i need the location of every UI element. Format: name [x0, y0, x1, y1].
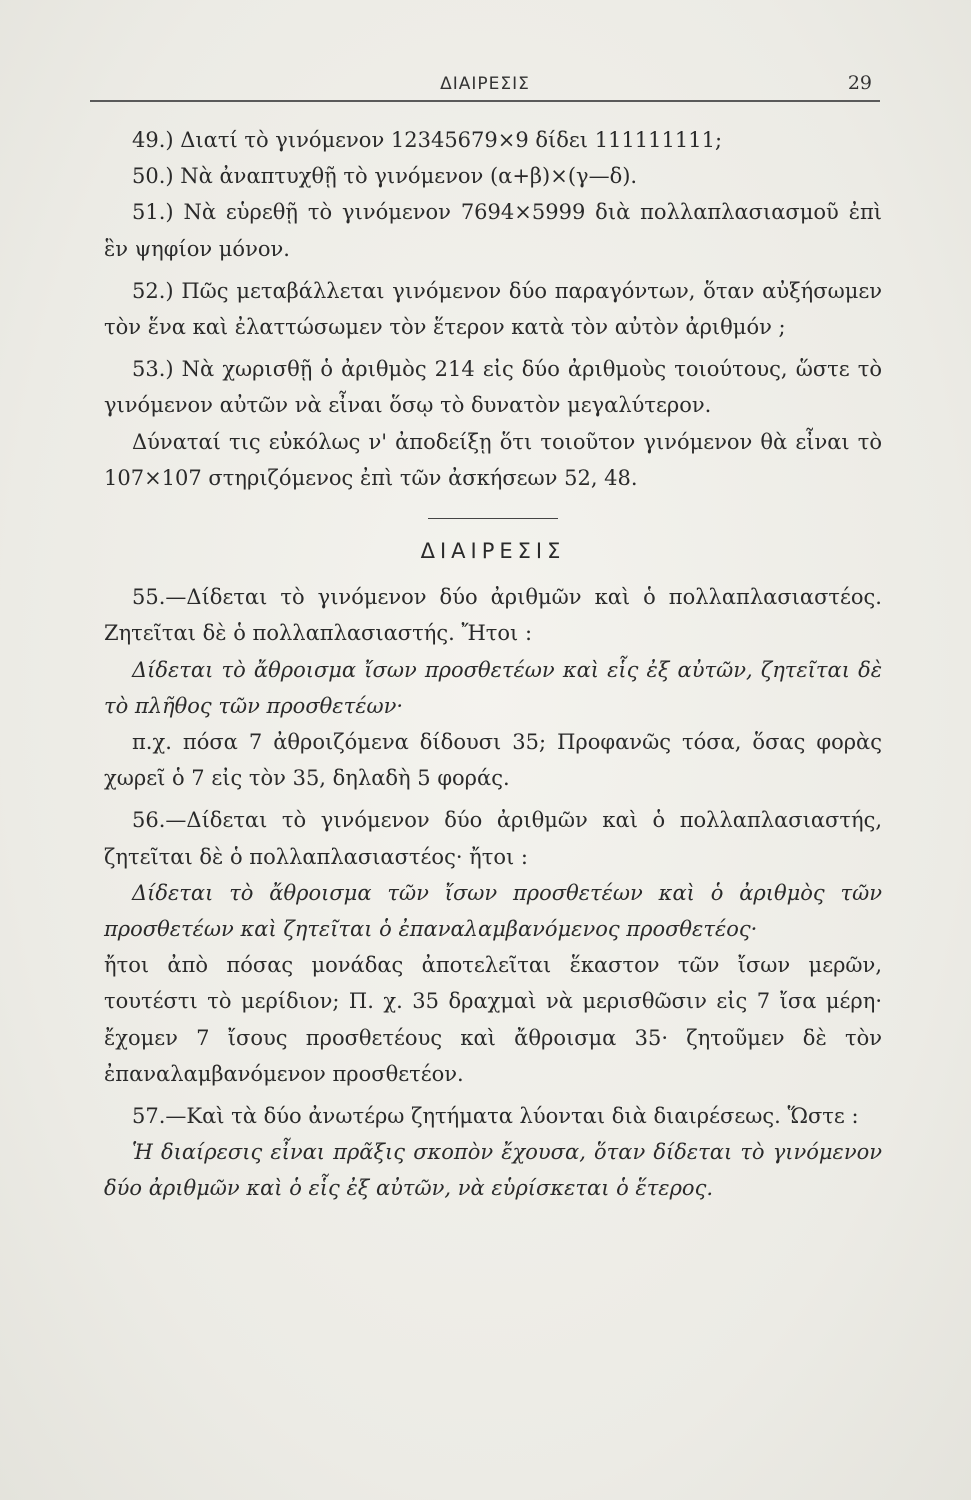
paragraph-55-example: π.χ. πόσα 7 ἀθροιζόμενα δίδουσι 35; Προφανῶς τόσα, ὅσας φορὰς χωρεῖ ὁ 7 εἰς τὸν 35, δηλαδὴ 5 φοράς.: [104, 730, 882, 791]
exercise-52: 52.) Πῶς μεταβάλλεται γινόμενον δύο παραγόντων, ὅταν αὐξήσωμεν τὸν ἕνα καὶ ἐλαττώσωμεν τὸν ἕτερον κατὰ τὸν αὐτὸν ἀριθμόν ;: [104, 278, 882, 340]
exercise-51: 51.) Νὰ εὑρεθῇ τὸ γινόμενον 7694×5999 διὰ πολλαπλασιασμοῦ ἐπὶ ἓν ψηφίον μόνον.: [104, 200, 882, 261]
running-title: ΔΙΑΙΡΕΣΙΣ: [440, 74, 530, 94]
paragraph-56: 56.—Δίδεται τὸ γινόμενον δύο ἀριθμῶν καὶ ὁ πολλαπλασιαστής, ζητεῖται δὲ ὁ πολλαπλασιαστέος· ἤτοι :: [104, 808, 882, 869]
paragraph-57: 57.—Καὶ τὰ δύο ἀνωτέρω ζητήματα λύονται διὰ διαιρέσεως. Ὥστε :: [132, 1104, 859, 1129]
section-divider: [428, 518, 558, 519]
page-header: [90, 66, 880, 102]
division-definition: Ἡ διαίρεσις εἶναι πρᾶξις σκοπὸν ἔχουσα, ὅταν δίδεται τὸ γινόμενον δύο ἀριθμῶν καὶ ὁ εἷς ἐξ αὐτῶν, νὰ εὑρίσκεται ὁ ἕτερος.: [104, 1140, 882, 1201]
page-body: [104, 122, 882, 1207]
page-number: 29: [847, 72, 872, 94]
exercise-53: 53.) Νὰ χωρισθῇ ὁ ἀριθμὸς 214 εἰς δύο ἀριθμοὺς τοιούτους, ὥστε τὸ γινόμενον αὐτῶν νὰ εἶναι ὅσῳ τὸ δυνατὸν μεγαλύτερον.: [104, 357, 882, 418]
exercise-53-note: Δύναταί τις εὐκόλως ν' ἀποδείξῃ ὅτι τοιοῦτον γινόμενον θὰ εἶναι τὸ 107×107 στηριζόμενος ἐπὶ τῶν ἀσκήσεων 52, 48.: [104, 429, 882, 490]
paragraph-55-definition: Δίδεται τὸ ἄθροισμα ἴσων προσθετέων καὶ εἷς ἐξ αὐτῶν, ζητεῖται δὲ τὸ πλῆθος τῶν προσθετέων·: [104, 657, 882, 718]
exercise-50: 50.) Νὰ ἀναπτυχθῇ τὸ γινόμενον (α+β)×(γ—δ).: [132, 164, 638, 189]
paragraph-56-definition: Δίδεται τὸ ἄθροισμα τῶν ἴσων προσθετέων καὶ ὁ ἀριθμὸς τῶν προσθετέων καὶ ζητεῖται ὁ ἐπαναλαμβανόμενος προσθετέος·: [104, 880, 882, 942]
paragraph-55: 55.—Δίδεται τὸ γινόμενον δύο ἀριθμῶν καὶ ὁ πολλαπλασιαστέος. Ζητεῖται δὲ ὁ πολλαπλασιαστής. Ἤτοι :: [104, 585, 882, 646]
exercise-49: 49.) Διατί τὸ γινόμενον 12345679×9 δίδει 111111111;: [132, 128, 723, 152]
paragraph-56-continuation: ἤτοι ἀπὸ πόσας μονάδας ἀποτελεῖται ἕκαστον τῶν ἴσων μερῶν, τουτέστι τὸ μερίδιον; Π. χ. 35 δραχμαὶ νὰ μερισθῶσιν εἰς 7 ἴσα μέρη· ἔχομεν 7 ἴσους προσθετέους καὶ ἄθροισμα 35· ζητοῦμεν δὲ τὸν ἐπαναλαμβανόμενον προσθετέον.: [104, 953, 882, 1086]
section-title: ΔΙΑΙΡΕΣΙΣ: [420, 539, 566, 564]
